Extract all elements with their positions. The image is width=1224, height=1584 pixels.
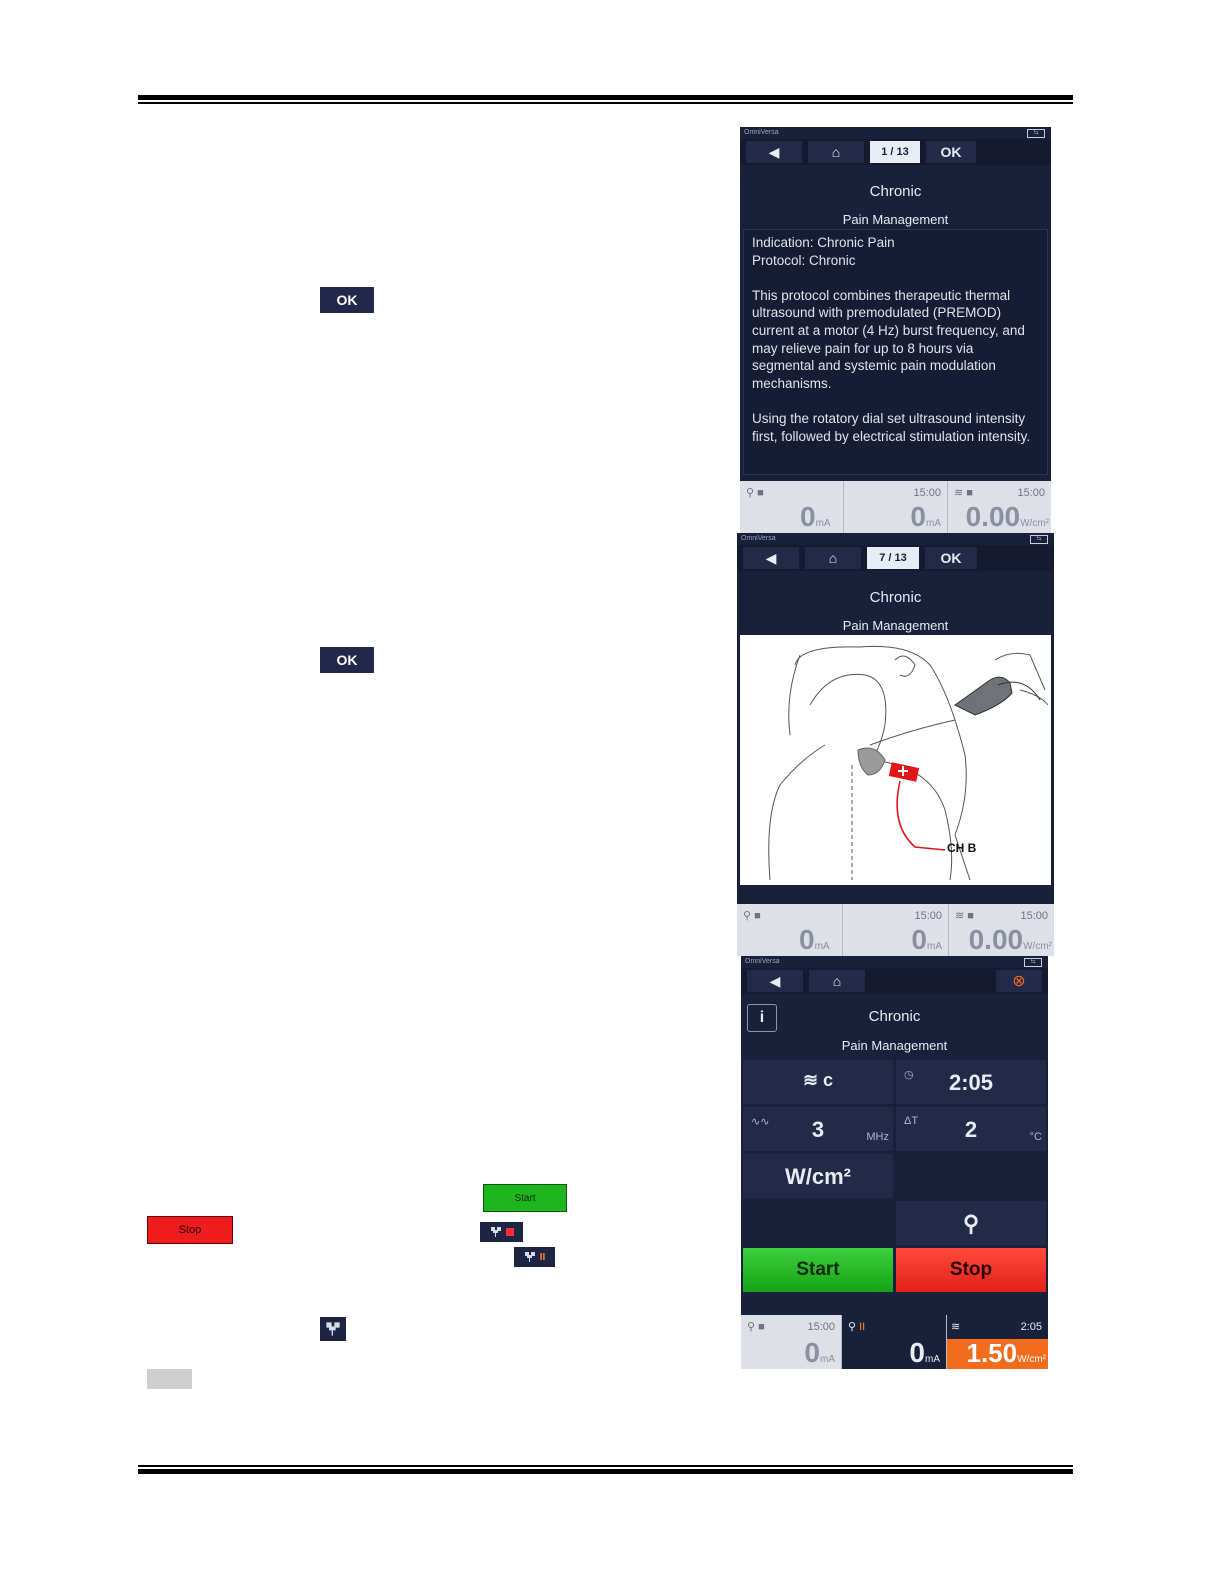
title-bar <box>740 127 1051 139</box>
back-button[interactable] <box>743 547 799 569</box>
battery-icon: ⇆ <box>1030 535 1048 544</box>
back-arrow-icon: ◀ <box>769 972 781 989</box>
title-bar <box>741 956 1048 968</box>
description-line: segmental and systemic pain modulation <box>752 358 996 374</box>
screen-title: Chronic <box>868 1008 921 1025</box>
back-arrow-icon: ◀ <box>768 143 780 160</box>
app-name: OmniVersa <box>745 958 780 965</box>
screen-title: Chronic <box>869 589 922 606</box>
electrode-icon: ⚲ ■ <box>746 487 764 499</box>
electrode-icon: ⚲ ■ <box>747 1321 765 1333</box>
header-area <box>741 994 1048 1053</box>
channel-b-status <box>842 1315 947 1369</box>
channel-a-status <box>737 904 843 956</box>
start-button[interactable]: Start <box>743 1248 893 1292</box>
electrode-icon: ⚲ ■ <box>743 910 761 922</box>
description-line: Protocol: Chronic <box>752 252 856 268</box>
electrode-chip <box>320 1317 346 1341</box>
channel-time: 15:00 <box>913 487 941 499</box>
electrode-pause-icon: ⚲ II <box>848 1321 866 1333</box>
description-line: first, followed by electrical stimulation intensity. <box>752 428 1031 444</box>
battery-icon: ⇆ <box>1024 958 1042 967</box>
home-button[interactable] <box>808 141 864 163</box>
channel-a-status <box>741 1315 842 1369</box>
stop-circle-icon: ⊗ <box>1012 973 1026 990</box>
parameter-grid <box>741 1060 1048 1292</box>
home-icon: ⌂ <box>828 550 838 566</box>
timer-icon: ◷ <box>904 1069 914 1081</box>
empty-cell <box>896 1154 1046 1198</box>
electrode-icon <box>524 1251 536 1263</box>
empty-cell <box>743 1201 893 1245</box>
delta-t-icon: ΔT <box>904 1115 919 1127</box>
app-name: OmniVersa <box>741 535 776 542</box>
description-line: current at a motor (4 Hz) burst frequency, and <box>752 322 1025 338</box>
footer-rule <box>138 1465 1073 1474</box>
device-screen-3 <box>741 956 1048 1369</box>
description-line: ultrasound with premodulated (PREMOD) <box>752 305 1002 321</box>
description-line: mechanisms. <box>752 375 832 391</box>
inline-ok-button: OK <box>320 647 374 673</box>
ultrasound-value: 0.00W/cm² <box>965 501 1049 532</box>
home-button[interactable] <box>809 970 865 992</box>
electrode-icon <box>325 1321 341 1337</box>
channel-time: 15:00 <box>914 910 942 922</box>
ultrasound-value: 1.50W/cm² <box>966 1338 1046 1368</box>
placement-illustration <box>740 635 1051 885</box>
nav-bar <box>741 968 1048 994</box>
ultrasound-value: 0.00W/cm² <box>968 924 1052 955</box>
description-line <box>752 392 1039 410</box>
status-bar <box>741 1315 1048 1369</box>
channel-b-value: 0mA <box>911 924 942 955</box>
home-icon: ⌂ <box>832 973 842 989</box>
electrode-icon: ⚲ <box>962 1211 980 1236</box>
description-line: may relieve pain for up to 8 hours via <box>752 340 974 356</box>
intensity-button[interactable] <box>743 1154 893 1198</box>
app-name: OmniVersa <box>744 129 779 136</box>
delta-t-unit: °C <box>1029 1131 1042 1143</box>
ultrasound-status <box>949 904 1054 956</box>
ultrasound-time: 2:05 <box>1020 1321 1042 1333</box>
status-bar <box>737 904 1054 956</box>
inline-ok-button: OK <box>320 287 374 313</box>
intensity-unit: W/cm² <box>785 1164 851 1189</box>
frequency-value: 3 <box>811 1117 825 1142</box>
ok-button[interactable]: OK <box>925 547 977 569</box>
patient-back-drawing <box>740 635 1051 885</box>
description-line: Using the rotatory dial set ultrasound intensity <box>752 410 1026 426</box>
home-button[interactable] <box>805 547 861 569</box>
battery-icon: ⇆ <box>1027 129 1045 138</box>
pause-icon: II <box>539 1251 546 1263</box>
ultrasound-time: 15:00 <box>1017 487 1045 499</box>
channel-a-value: 0mA <box>804 1337 835 1368</box>
info-icon[interactable]: i <box>747 1004 777 1032</box>
status-bar <box>740 481 1051 533</box>
channel-label: CH B <box>947 841 977 855</box>
stop-all-button[interactable] <box>996 970 1042 992</box>
nav-bar <box>740 139 1051 165</box>
page-indicator: 7 / 13 <box>867 547 919 569</box>
ultrasound-icon: ≋ c <box>802 1070 834 1090</box>
channel-b-value: 0mA <box>910 501 941 532</box>
ultrasound-status <box>947 1315 1048 1369</box>
description-line <box>752 269 1039 287</box>
stop-button[interactable]: Stop <box>896 1248 1046 1292</box>
title-bar <box>737 533 1054 545</box>
ultrasound-icon: ≋ ■ <box>955 910 974 922</box>
frequency-button[interactable] <box>743 1107 893 1151</box>
timer-button[interactable] <box>896 1060 1046 1104</box>
electrode-icon <box>490 1226 502 1238</box>
screen-title: Chronic <box>869 183 922 200</box>
description-line: Indication: Chronic Pain <box>752 235 895 250</box>
gray-key-chip <box>147 1369 192 1389</box>
electrode-stop-chip <box>480 1222 523 1242</box>
protocol-description <box>743 229 1048 475</box>
back-arrow-icon: ◀ <box>765 549 777 566</box>
ultrasound-mode-button[interactable] <box>743 1060 893 1104</box>
channel-a-value: 0mA <box>800 501 831 532</box>
ultrasound-time: 15:00 <box>1020 910 1048 922</box>
timer-value: 2:05 <box>948 1070 994 1095</box>
delta-t-value: 2 <box>964 1117 978 1142</box>
channel-a-status <box>740 481 844 533</box>
channel-a-value: 0mA <box>799 924 830 955</box>
channel-b-status <box>843 904 949 956</box>
electrode-button[interactable] <box>896 1201 1046 1245</box>
screen-subtitle: Pain Management <box>842 212 949 227</box>
device-screen-2 <box>737 533 1054 956</box>
ok-button[interactable]: OK <box>926 141 976 163</box>
screen-subtitle: Pain Management <box>842 618 949 633</box>
channel-time: 15:00 <box>807 1321 835 1333</box>
page-indicator: 1 / 13 <box>870 141 920 163</box>
inline-stop-button: Stop <box>147 1216 233 1244</box>
frequency-unit: MHz <box>866 1131 889 1143</box>
electrode-pause-chip <box>514 1247 555 1267</box>
header-rule <box>138 95 1073 104</box>
inline-start-button: Start <box>483 1184 567 1212</box>
back-button[interactable] <box>746 141 802 163</box>
screen-subtitle: Pain Management <box>841 1038 948 1053</box>
stop-square-icon <box>506 1228 514 1236</box>
delta-t-button[interactable] <box>896 1107 1046 1151</box>
home-icon: ⌂ <box>831 144 841 160</box>
back-button[interactable] <box>747 970 803 992</box>
channel-b-status <box>844 481 948 533</box>
ultrasound-icon: ≋ ■ <box>954 487 973 499</box>
channel-b-value: 0mA <box>909 1337 940 1368</box>
description-line: This protocol combines therapeutic thermal <box>752 287 1011 303</box>
device-screen-1 <box>740 127 1051 533</box>
frequency-icon: ∿∿ <box>751 1116 770 1128</box>
ultrasound-icon: ≋ <box>951 1321 961 1333</box>
nav-bar <box>737 545 1054 571</box>
ultrasound-status <box>948 481 1051 533</box>
